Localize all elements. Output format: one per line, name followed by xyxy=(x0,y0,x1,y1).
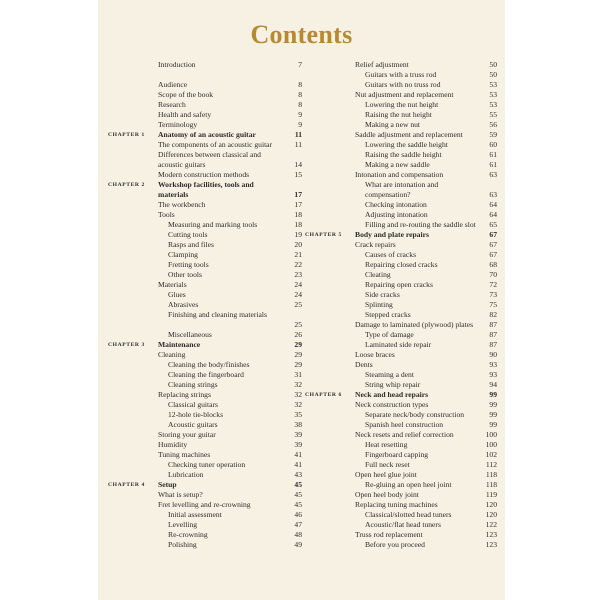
chapter-number: CHAPTER 5 xyxy=(305,232,342,238)
toc-entry xyxy=(98,120,302,130)
toc-entry-page: 87 xyxy=(489,330,497,339)
toc-entry-title: Neck and head repairs xyxy=(355,390,429,399)
toc-entry-title: Storing your guitar xyxy=(158,430,216,439)
toc-entry xyxy=(305,390,497,400)
toc-entry xyxy=(98,200,302,210)
toc-entry xyxy=(98,480,302,490)
toc-entry xyxy=(305,80,497,90)
toc-entry-page: 26 xyxy=(294,330,302,339)
toc-entry-title: Other tools xyxy=(168,270,202,279)
toc-entry xyxy=(98,130,302,140)
toc-entry xyxy=(305,150,497,160)
toc-entry xyxy=(305,540,497,550)
toc-entry-title: Laminated side repair xyxy=(365,340,432,349)
chapter-number: CHAPTER 4 xyxy=(108,482,145,488)
toc-entry-title: Abrasives xyxy=(168,300,199,309)
toc-entry-page: 55 xyxy=(489,110,497,119)
toc-entry xyxy=(98,540,302,550)
toc-entry-page: 29 xyxy=(294,360,302,369)
toc-entry-title: Repairing closed cracks xyxy=(365,260,438,269)
toc-entry-title: Saddle adjustment and replacement xyxy=(355,130,463,139)
toc-entry-page: 18 xyxy=(294,220,302,229)
toc-entry xyxy=(98,330,302,340)
toc-entry-page: 43 xyxy=(294,470,302,479)
toc-entry xyxy=(98,230,302,240)
toc-entry-page: 93 xyxy=(489,370,497,379)
toc-entry-page: 68 xyxy=(489,260,497,269)
toc-entry xyxy=(305,310,497,320)
toc-entry-title: Steaming a dent xyxy=(365,370,414,379)
toc-entry-page: 24 xyxy=(294,290,302,299)
toc-entry-page: 7 xyxy=(298,60,302,69)
toc-entry-title: Filling and re-routing the saddle slot xyxy=(365,220,476,229)
toc-entry-title: Modern construction methods xyxy=(158,170,250,179)
toc-entry-page: 8 xyxy=(298,90,302,99)
toc-entry-title: Separate neck/body construction xyxy=(365,410,465,419)
toc-entry-title: The components of an acoustic guitar xyxy=(158,140,273,149)
toc-entry-title: Introduction xyxy=(158,60,196,69)
toc-entry-title: Truss rod replacement xyxy=(355,530,423,539)
toc-entry-page: 8 xyxy=(298,100,302,109)
toc-entry-title: Levelling xyxy=(168,520,198,529)
toc-entry-title: Audience xyxy=(158,80,188,89)
toc-entry-title: Acoustic/flat head tuners xyxy=(365,520,441,529)
toc-entry-page: 63 xyxy=(489,170,497,179)
toc-entry xyxy=(305,230,497,240)
toc-column-left xyxy=(98,60,302,550)
toc-entry-page: 25 xyxy=(294,320,302,329)
toc-entry-page: 100 xyxy=(485,430,497,439)
toc-entry-title: Glues xyxy=(168,290,186,299)
toc-entry-title: Humidity xyxy=(158,440,188,449)
toc-entry-page: 29 xyxy=(294,350,302,359)
toc-entry-page: 48 xyxy=(294,530,302,539)
toc-entry xyxy=(98,520,302,530)
toc-entry-page: 41 xyxy=(294,460,302,469)
toc-entry xyxy=(305,420,497,430)
toc-entry-title: Cleaning the fingerboard xyxy=(168,370,244,379)
toc-entry-page: 49 xyxy=(294,540,302,549)
toc-entry-page: 18 xyxy=(294,210,302,219)
toc-entry-page: 31 xyxy=(294,370,302,379)
toc-entry-page: 41 xyxy=(294,450,302,459)
toc-entry-page: 120 xyxy=(485,500,497,509)
toc-entry-title: Research xyxy=(158,100,186,109)
toc-entry-title: Re-gluing an open heel joint xyxy=(365,480,452,489)
toc-entry-page: 70 xyxy=(489,270,497,279)
toc-entry xyxy=(98,300,302,310)
toc-entry-title: Type of damage xyxy=(365,330,414,339)
toc-entry-title: Guitars with a truss rod xyxy=(365,70,437,79)
toc-entry xyxy=(98,220,302,230)
toc-entry-title: Dents xyxy=(355,360,373,369)
toc-entry-title: Open heel glue joint xyxy=(355,470,417,479)
toc-entry-title: Neck construction types xyxy=(355,400,429,409)
toc-entry-title: Cleaning the body/finishes xyxy=(168,360,250,369)
toc-entry xyxy=(98,210,302,220)
toc-entry-title: Adjusting intonation xyxy=(365,210,428,219)
toc-entry-title: Fingerboard capping xyxy=(365,450,429,459)
toc-entry-page: 17 xyxy=(294,200,302,209)
toc-entry xyxy=(305,110,497,120)
toc-entry-title: Making a new saddle xyxy=(365,160,430,169)
toc-entry xyxy=(305,170,497,180)
toc-entry xyxy=(98,110,302,120)
toc-entry-title: The workbench xyxy=(158,200,206,209)
toc-entry-page: 67 xyxy=(489,230,497,239)
toc-entry xyxy=(305,180,497,200)
toc-entry xyxy=(98,100,302,110)
toc-entry-title: 12-hole tie-blocks xyxy=(168,410,224,419)
toc-entry-page: 53 xyxy=(489,80,497,89)
toc-entry-page: 24 xyxy=(294,280,302,289)
toc-entry-title: Crack repairs xyxy=(355,240,396,249)
toc-entry-title: Cutting tools xyxy=(168,230,208,239)
toc-entry xyxy=(98,60,302,70)
toc-entry-page: 9 xyxy=(298,110,302,119)
toc-entry-page: 67 xyxy=(489,240,497,249)
toc-entry xyxy=(98,530,302,540)
toc-entry-page: 9 xyxy=(298,120,302,129)
toc-entry-page: 53 xyxy=(489,100,497,109)
toc-entry-page: 32 xyxy=(294,380,302,389)
toc-entry-title: Raising the nut height xyxy=(365,110,432,119)
toc-entry-page: 118 xyxy=(485,480,497,489)
toc-entry-title: Spanish heel construction xyxy=(365,420,444,429)
toc-entry-page: 75 xyxy=(489,300,497,309)
toc-entry xyxy=(305,70,497,80)
toc-entry-title: Neck resets and relief correction xyxy=(355,430,454,439)
toc-entry-page: 61 xyxy=(489,150,497,159)
toc-entry-title: What are intonation and compensation? xyxy=(365,180,439,199)
toc-entry-title: Initial assessment xyxy=(168,510,222,519)
toc-entry-page: 17 xyxy=(294,190,302,199)
toc-entry-title: Before you proceed xyxy=(365,540,425,549)
toc-entry-page: 100 xyxy=(485,440,497,449)
toc-entry-page: 19 xyxy=(294,230,302,239)
toc-entry xyxy=(98,150,302,170)
toc-entry-title: Side cracks xyxy=(365,290,400,299)
toc-entry-page: 87 xyxy=(489,340,497,349)
toc-entry xyxy=(305,410,497,420)
toc-entry-title: Classical guitars xyxy=(168,400,218,409)
toc-entry xyxy=(98,340,302,350)
toc-entry xyxy=(305,480,497,490)
toc-entry-title: Measuring and marking tools xyxy=(168,220,258,229)
toc-entry-page: 59 xyxy=(489,130,497,139)
toc-entry xyxy=(305,470,497,480)
toc-entry-title: Repairing open cracks xyxy=(365,280,433,289)
toc-entry-page: 35 xyxy=(294,410,302,419)
page-title: Contents xyxy=(250,20,353,49)
toc-entry-title: Making a new nut xyxy=(365,120,421,129)
toc-entry-title: Open heel body joint xyxy=(355,490,419,499)
toc-entry xyxy=(98,180,302,200)
toc-entry-title: Cleaning strings xyxy=(168,380,218,389)
toc-entry-title: Miscellaneous xyxy=(168,330,212,339)
toc-entry-page: 22 xyxy=(294,260,302,269)
toc-entry xyxy=(305,120,497,130)
toc-entry-title: Causes of cracks xyxy=(365,250,417,259)
toc-entry-page: 29 xyxy=(294,340,302,349)
toc-entry-page: 87 xyxy=(489,320,497,329)
toc-entry-title: Raising the saddle height xyxy=(365,150,442,159)
toc-entry-title: Lubrication xyxy=(168,470,204,479)
toc-entry-page: 73 xyxy=(489,290,497,299)
toc-entry-title: Lowering the saddle height xyxy=(365,140,448,149)
toc-entry-title: What is setup? xyxy=(158,490,203,499)
toc-entry-page: 90 xyxy=(489,350,497,359)
toc-entry xyxy=(305,460,497,470)
toc-entry-title: Scope of the book xyxy=(158,90,214,99)
toc-entry xyxy=(305,360,497,370)
toc-entry-page: 65 xyxy=(489,220,497,229)
toc-entry xyxy=(98,380,302,390)
toc-entry-title: Damage to laminated (plywood) plates xyxy=(355,320,474,329)
toc-entry-page: 102 xyxy=(485,450,497,459)
toc-entry-title: Classical/slotted head tuners xyxy=(365,510,452,519)
toc-entry xyxy=(305,210,497,220)
toc-entry xyxy=(305,400,497,410)
toc-entry-title: Tools xyxy=(158,210,175,219)
toc-entry xyxy=(98,270,302,280)
toc-entry-title: Full neck reset xyxy=(365,460,410,469)
toc-entry-page: 14 xyxy=(294,160,302,169)
toc-entry xyxy=(305,220,497,230)
toc-entry xyxy=(98,450,302,460)
toc-entry-title: Differences between classical and acoustic guitars xyxy=(158,150,261,169)
toc-entry-title: Checking tuner operation xyxy=(168,460,246,469)
toc-entry xyxy=(98,290,302,300)
toc-entry-title: String whip repair xyxy=(365,380,421,389)
toc-entry-page: 32 xyxy=(294,390,302,399)
toc-entry-page: 120 xyxy=(485,510,497,519)
toc-column-right xyxy=(305,60,497,550)
toc-entry xyxy=(305,300,497,310)
toc-entry-title: Anatomy of an acoustic guitar xyxy=(158,130,256,139)
toc-entry xyxy=(98,490,302,500)
toc-entry-page: 61 xyxy=(489,160,497,169)
toc-entry xyxy=(98,360,302,370)
toc-entry-title: Loose braces xyxy=(355,350,395,359)
toc-entry-title: Clamping xyxy=(168,250,198,259)
toc-entry xyxy=(98,350,302,360)
toc-entry xyxy=(98,80,302,90)
toc-entry xyxy=(305,320,497,330)
toc-entry-title: Body and plate repairs xyxy=(355,230,429,239)
toc-entry xyxy=(98,440,302,450)
chapter-number: CHAPTER 1 xyxy=(108,132,145,138)
toc-entry-page: 99 xyxy=(489,400,497,409)
toc-entry xyxy=(305,520,497,530)
toc-entry xyxy=(98,250,302,260)
chapter-number: CHAPTER 3 xyxy=(108,342,145,348)
toc-entry-page: 21 xyxy=(294,250,302,259)
toc-entry-title: Intonation and compensation xyxy=(355,170,444,179)
toc-entry xyxy=(305,330,497,340)
toc-entry-page: 123 xyxy=(485,540,497,549)
toc-entry xyxy=(305,490,497,500)
toc-entry xyxy=(305,260,497,270)
toc-entry-title: Cleaning xyxy=(158,350,186,359)
toc-entry-title: Materials xyxy=(158,280,187,289)
chapter-number: CHAPTER 2 xyxy=(108,182,145,188)
toc-entry-page: 50 xyxy=(489,70,497,79)
toc-entry xyxy=(305,60,497,70)
toc-entry-title: Cleating xyxy=(365,270,391,279)
toc-entry-page: 64 xyxy=(489,200,497,209)
toc-entry-page: 8 xyxy=(298,80,302,89)
toc-entry-page: 11 xyxy=(294,140,302,149)
toc-entry xyxy=(98,470,302,480)
toc-entry xyxy=(305,340,497,350)
toc-entry xyxy=(305,240,497,250)
toc-entry-title: Replacing strings xyxy=(158,390,211,399)
toc-entry-page: 99 xyxy=(489,390,497,399)
toc-entry xyxy=(305,160,497,170)
toc-entry-title: Replacing tuning machines xyxy=(355,500,438,509)
toc-entry xyxy=(305,530,497,540)
toc-entry-page: 53 xyxy=(489,90,497,99)
toc-entry xyxy=(98,500,302,510)
toc-entry-title: Polishing xyxy=(168,540,197,549)
toc-entry-page: 45 xyxy=(294,480,302,489)
toc-entry xyxy=(305,280,497,290)
toc-entry-title: Acoustic guitars xyxy=(168,420,218,429)
toc-entry xyxy=(98,390,302,400)
toc-entry xyxy=(98,510,302,520)
toc-entry-page: 23 xyxy=(294,270,302,279)
toc-entry-page: 45 xyxy=(294,490,302,499)
toc-entry-page: 39 xyxy=(294,440,302,449)
toc-entry xyxy=(98,430,302,440)
toc-entry xyxy=(305,440,497,450)
toc-entry-title: Fret levelling and re-crowning xyxy=(158,500,251,509)
toc-entry-page: 99 xyxy=(489,410,497,419)
toc-entry-title: Fretting tools xyxy=(168,260,209,269)
toc-entry-title: Setup xyxy=(158,480,177,489)
toc-entry-title: Splinting xyxy=(365,300,393,309)
toc-entry-page: 20 xyxy=(294,240,302,249)
toc-entry xyxy=(305,290,497,300)
toc-entry-title: Stepped cracks xyxy=(365,310,411,319)
toc-entry xyxy=(305,250,497,260)
toc-entry xyxy=(305,350,497,360)
toc-entry-page: 72 xyxy=(489,280,497,289)
toc-entry xyxy=(305,130,497,140)
toc-entry-page: 119 xyxy=(485,490,497,499)
toc-entry xyxy=(305,370,497,380)
toc-entry xyxy=(305,430,497,440)
toc-entry-page: 82 xyxy=(489,310,497,319)
toc-entry-page: 45 xyxy=(294,500,302,509)
toc-entry xyxy=(305,380,497,390)
chapter-number: CHAPTER 6 xyxy=(305,392,342,398)
toc-entry-page: 32 xyxy=(294,400,302,409)
toc-entry-title: Checking intonation xyxy=(365,200,427,209)
toc-entry xyxy=(98,420,302,430)
toc-entry xyxy=(98,460,302,470)
toc-entry xyxy=(98,140,302,150)
toc-entry-title: Terminology xyxy=(158,120,198,129)
toc-entry-page: 56 xyxy=(489,120,497,129)
toc-entry-page: 94 xyxy=(489,380,497,389)
toc-entry xyxy=(98,410,302,420)
toc-entry-page: 63 xyxy=(489,190,497,199)
toc-entry-page: 112 xyxy=(485,460,497,469)
toc-entry-page: 39 xyxy=(294,430,302,439)
toc-entry-page: 122 xyxy=(485,520,497,529)
toc-entry xyxy=(98,170,302,180)
toc-entry-page: 60 xyxy=(489,140,497,149)
toc-entry xyxy=(305,500,497,510)
toc-entry-page: 64 xyxy=(489,210,497,219)
toc-entry xyxy=(98,370,302,380)
toc-entry-title: Re-crowning xyxy=(168,530,208,539)
toc-entry-page: 15 xyxy=(294,170,302,179)
toc-entry-page: 99 xyxy=(489,420,497,429)
toc-entry-page: 123 xyxy=(485,530,497,539)
toc-entry-page: 67 xyxy=(489,250,497,259)
toc-entry-title: Relief adjustment xyxy=(355,60,409,69)
toc-entry-page: 118 xyxy=(485,470,497,479)
toc-entry xyxy=(98,260,302,270)
toc-entry-page: 46 xyxy=(294,510,302,519)
toc-entry-title: Nut adjustment and replacement xyxy=(355,90,454,99)
toc-entry-title: Health and safety xyxy=(158,110,212,119)
toc-entry-title: Rasps and files xyxy=(168,240,214,249)
toc-entry xyxy=(305,450,497,460)
toc-entry xyxy=(305,140,497,150)
toc-entry xyxy=(98,240,302,250)
toc-entry xyxy=(305,100,497,110)
toc-entry-title: Guitars with no truss rod xyxy=(365,80,441,89)
toc-entry-title: Finishing and cleaning materials xyxy=(168,310,267,319)
toc-entry xyxy=(98,310,302,330)
toc-entry-title: Maintenance xyxy=(158,340,201,349)
toc-entry-page: 11 xyxy=(294,130,302,139)
toc-entry-page: 38 xyxy=(294,420,302,429)
toc-entry-page: 25 xyxy=(294,300,302,309)
toc-entry-title: Workshop facilities, tools and materials xyxy=(158,180,254,199)
toc-entry xyxy=(305,510,497,520)
toc-entry xyxy=(98,400,302,410)
toc-entry-page: 50 xyxy=(489,60,497,69)
toc-entry-page: 93 xyxy=(489,360,497,369)
toc-entry-title: Lowering the nut height xyxy=(365,100,439,109)
toc-entry-title: Tuning machines xyxy=(158,450,211,459)
toc-entry xyxy=(305,200,497,210)
toc-entry xyxy=(98,280,302,290)
toc-entry xyxy=(305,270,497,280)
toc-entry-page: 47 xyxy=(294,520,302,529)
toc-entry xyxy=(305,90,497,100)
toc-entry-title: Heat resetting xyxy=(365,440,408,449)
toc-entry xyxy=(98,90,302,100)
